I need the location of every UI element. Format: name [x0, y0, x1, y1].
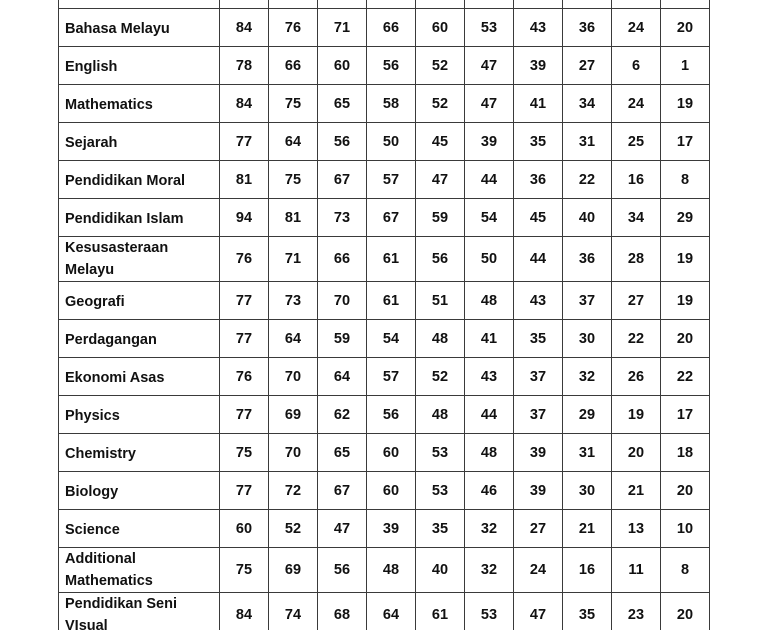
- grade-value-cell: 27: [612, 282, 661, 320]
- grade-value-cell: 60: [416, 9, 465, 47]
- header-cell: [416, 0, 465, 9]
- grade-value-cell: 67: [318, 161, 367, 199]
- header-cell: [269, 0, 318, 9]
- table-row: [59, 434, 710, 472]
- grade-value-cell: 43: [465, 358, 514, 396]
- grade-value-cell: 31: [563, 123, 612, 161]
- grade-value-cell: 60: [318, 47, 367, 85]
- grade-value-cell: 57: [367, 161, 416, 199]
- header-cell: [465, 0, 514, 9]
- grade-value-cell: 64: [318, 358, 367, 396]
- grade-value-cell: 25: [612, 123, 661, 161]
- grade-value-cell: 50: [367, 123, 416, 161]
- table-row: [59, 548, 710, 593]
- header-cell: [563, 0, 612, 9]
- grade-value-cell: 71: [269, 237, 318, 282]
- grade-value-cell: 81: [220, 161, 269, 199]
- grade-value-cell: 73: [318, 199, 367, 237]
- grade-value-cell: 73: [269, 282, 318, 320]
- grade-value-cell: 44: [514, 237, 563, 282]
- grade-value-cell: 66: [367, 9, 416, 47]
- grade-value-cell: 53: [465, 593, 514, 630]
- grade-value-cell: 13: [612, 510, 661, 548]
- subject-cell: Physics: [59, 396, 220, 434]
- grade-value-cell: 35: [514, 320, 563, 358]
- grade-value-cell: 47: [465, 85, 514, 123]
- table-row: [59, 123, 710, 161]
- grade-value-cell: 20: [612, 434, 661, 472]
- grade-value-cell: 39: [367, 510, 416, 548]
- table-row: [59, 9, 710, 47]
- grade-value-cell: 35: [416, 510, 465, 548]
- subject-cell: Biology: [59, 472, 220, 510]
- grade-value-cell: 78: [220, 47, 269, 85]
- grade-value-cell: 41: [514, 85, 563, 123]
- table-row: [59, 47, 710, 85]
- grade-value-cell: 30: [563, 472, 612, 510]
- grade-value-cell: 39: [514, 434, 563, 472]
- grade-value-cell: 32: [465, 510, 514, 548]
- table-row: [59, 593, 710, 630]
- table-row: [59, 282, 710, 320]
- grade-value-cell: 45: [514, 199, 563, 237]
- grade-value-cell: 52: [416, 47, 465, 85]
- grade-value-cell: 29: [563, 396, 612, 434]
- grade-value-cell: 20: [661, 9, 710, 47]
- subject-cell: Mathematics: [59, 85, 220, 123]
- grade-value-cell: 34: [612, 199, 661, 237]
- grade-value-cell: 22: [563, 161, 612, 199]
- subject-cell: Additional Mathematics: [59, 548, 220, 593]
- grade-value-cell: 39: [514, 47, 563, 85]
- grade-value-cell: 44: [465, 161, 514, 199]
- grade-value-cell: 65: [318, 434, 367, 472]
- grade-value-cell: 52: [416, 358, 465, 396]
- grade-value-cell: 39: [514, 472, 563, 510]
- table-row: [59, 510, 710, 548]
- grade-value-cell: 28: [612, 237, 661, 282]
- grade-value-cell: 64: [269, 320, 318, 358]
- grade-value-cell: 8: [661, 161, 710, 199]
- grade-value-cell: 75: [269, 85, 318, 123]
- grade-value-cell: 48: [416, 320, 465, 358]
- grade-value-cell: 24: [612, 9, 661, 47]
- grade-value-cell: 84: [220, 85, 269, 123]
- grade-value-cell: 48: [367, 548, 416, 593]
- grade-value-cell: 84: [220, 9, 269, 47]
- grade-value-cell: 1: [661, 47, 710, 85]
- grade-value-cell: 68: [318, 593, 367, 630]
- grade-value-cell: 41: [465, 320, 514, 358]
- grade-value-cell: 21: [563, 510, 612, 548]
- header-cell: [612, 0, 661, 9]
- grade-value-cell: 32: [465, 548, 514, 593]
- grade-value-cell: 48: [416, 396, 465, 434]
- subject-cell: Ekonomi Asas: [59, 358, 220, 396]
- subject-cell: English: [59, 47, 220, 85]
- grade-value-cell: 65: [318, 85, 367, 123]
- grade-value-cell: 71: [318, 9, 367, 47]
- grade-value-cell: 24: [612, 85, 661, 123]
- grade-value-cell: 70: [318, 282, 367, 320]
- grade-value-cell: 22: [661, 358, 710, 396]
- table-row: [59, 472, 710, 510]
- header-cell: [661, 0, 710, 9]
- grade-value-cell: 77: [220, 123, 269, 161]
- header-cell: [514, 0, 563, 9]
- table-row: [59, 161, 710, 199]
- grade-value-cell: 34: [563, 85, 612, 123]
- subject-cell: Sejarah: [59, 123, 220, 161]
- grade-value-cell: 58: [367, 85, 416, 123]
- grade-value-cell: 74: [269, 593, 318, 630]
- grade-value-cell: 77: [220, 472, 269, 510]
- grade-value-cell: 35: [563, 593, 612, 630]
- grade-value-cell: 72: [269, 472, 318, 510]
- table-body: [59, 0, 710, 630]
- grade-value-cell: 27: [563, 47, 612, 85]
- grade-value-cell: 26: [612, 358, 661, 396]
- grade-value-cell: 36: [563, 9, 612, 47]
- grade-value-cell: 69: [269, 548, 318, 593]
- header-cell: [220, 0, 269, 9]
- grade-value-cell: 76: [220, 237, 269, 282]
- grade-value-cell: 57: [367, 358, 416, 396]
- grade-value-cell: 40: [563, 199, 612, 237]
- grade-value-cell: 52: [416, 85, 465, 123]
- grade-value-cell: 64: [269, 123, 318, 161]
- grade-value-cell: 51: [416, 282, 465, 320]
- grade-value-cell: 20: [661, 593, 710, 630]
- header-cell: [318, 0, 367, 9]
- grade-value-cell: 66: [318, 237, 367, 282]
- grade-value-cell: 56: [318, 548, 367, 593]
- grade-value-cell: 60: [367, 472, 416, 510]
- grade-value-cell: 53: [416, 472, 465, 510]
- grade-value-cell: 70: [269, 358, 318, 396]
- grade-value-cell: 47: [318, 510, 367, 548]
- grade-value-cell: 36: [563, 237, 612, 282]
- table-row: [59, 237, 710, 282]
- grade-value-cell: 32: [563, 358, 612, 396]
- grade-value-cell: 6: [612, 47, 661, 85]
- grade-value-cell: 54: [367, 320, 416, 358]
- grade-value-cell: 8: [661, 548, 710, 593]
- grade-value-cell: 67: [318, 472, 367, 510]
- grade-value-cell: 67: [367, 199, 416, 237]
- grade-value-cell: 17: [661, 123, 710, 161]
- grade-value-cell: 56: [367, 396, 416, 434]
- grade-value-cell: 75: [269, 161, 318, 199]
- grade-value-cell: 35: [514, 123, 563, 161]
- table-row: [59, 320, 710, 358]
- grade-value-cell: 70: [269, 434, 318, 472]
- table-row: [59, 199, 710, 237]
- grade-value-cell: 10: [661, 510, 710, 548]
- grade-value-cell: 81: [269, 199, 318, 237]
- grade-value-cell: 54: [465, 199, 514, 237]
- grade-cutoff-table: [58, 0, 710, 630]
- grade-value-cell: 17: [661, 396, 710, 434]
- grade-value-cell: 47: [514, 593, 563, 630]
- grade-value-cell: 37: [563, 282, 612, 320]
- grade-value-cell: 19: [661, 85, 710, 123]
- grade-value-cell: 64: [367, 593, 416, 630]
- grade-value-cell: 61: [416, 593, 465, 630]
- grade-value-cell: 56: [318, 123, 367, 161]
- table-row: [59, 396, 710, 434]
- grade-value-cell: 52: [269, 510, 318, 548]
- grade-value-cell: 11: [612, 548, 661, 593]
- grade-value-cell: 77: [220, 396, 269, 434]
- table-row: [59, 85, 710, 123]
- grade-value-cell: 61: [367, 282, 416, 320]
- grade-value-cell: 50: [465, 237, 514, 282]
- grade-value-cell: 44: [465, 396, 514, 434]
- grade-value-cell: 59: [318, 320, 367, 358]
- grade-value-cell: 56: [416, 237, 465, 282]
- grade-value-cell: 31: [563, 434, 612, 472]
- grade-value-cell: 53: [416, 434, 465, 472]
- grade-value-cell: 16: [563, 548, 612, 593]
- grade-value-cell: 36: [514, 161, 563, 199]
- grade-value-cell: 60: [220, 510, 269, 548]
- grade-value-cell: 76: [269, 9, 318, 47]
- grade-value-cell: 40: [416, 548, 465, 593]
- grade-value-cell: 24: [514, 548, 563, 593]
- grade-value-cell: 20: [661, 320, 710, 358]
- grade-value-cell: 21: [612, 472, 661, 510]
- subject-cell: Science: [59, 510, 220, 548]
- grade-value-cell: 43: [514, 282, 563, 320]
- subject-cell: Perdagangan: [59, 320, 220, 358]
- grade-value-cell: 19: [661, 282, 710, 320]
- grade-value-cell: 23: [612, 593, 661, 630]
- grade-value-cell: 59: [416, 199, 465, 237]
- subject-cell: Chemistry: [59, 434, 220, 472]
- subject-cell: Pendidikan Seni VIsual: [59, 593, 220, 630]
- grade-value-cell: 43: [514, 9, 563, 47]
- grade-value-cell: 56: [367, 47, 416, 85]
- grade-value-cell: 47: [416, 161, 465, 199]
- table-row-partial-header: [59, 0, 710, 9]
- grade-value-cell: 46: [465, 472, 514, 510]
- subject-cell: Geografi: [59, 282, 220, 320]
- grade-value-cell: 47: [465, 47, 514, 85]
- grade-value-cell: 48: [465, 434, 514, 472]
- grade-value-cell: 39: [465, 123, 514, 161]
- subject-cell: Pendidikan Islam: [59, 199, 220, 237]
- grade-value-cell: 37: [514, 358, 563, 396]
- grade-value-cell: 16: [612, 161, 661, 199]
- grade-value-cell: 53: [465, 9, 514, 47]
- grade-value-cell: 69: [269, 396, 318, 434]
- grade-value-cell: 22: [612, 320, 661, 358]
- grade-value-cell: 60: [367, 434, 416, 472]
- grade-value-cell: 29: [661, 199, 710, 237]
- grade-value-cell: 75: [220, 434, 269, 472]
- grade-value-cell: 18: [661, 434, 710, 472]
- grade-value-cell: 48: [465, 282, 514, 320]
- grade-value-cell: 84: [220, 593, 269, 630]
- subject-cell: Kesusasteraan Melayu: [59, 237, 220, 282]
- grade-value-cell: 20: [661, 472, 710, 510]
- subject-cell: Pendidikan Moral: [59, 161, 220, 199]
- grade-value-cell: 76: [220, 358, 269, 396]
- grade-value-cell: 27: [514, 510, 563, 548]
- grade-value-cell: 30: [563, 320, 612, 358]
- grade-value-cell: 37: [514, 396, 563, 434]
- grade-value-cell: 62: [318, 396, 367, 434]
- grade-value-cell: 61: [367, 237, 416, 282]
- grade-value-cell: 19: [612, 396, 661, 434]
- grade-value-cell: 94: [220, 199, 269, 237]
- header-cell: [367, 0, 416, 9]
- grade-value-cell: 45: [416, 123, 465, 161]
- grade-value-cell: 19: [661, 237, 710, 282]
- subject-cell: Bahasa Melayu: [59, 9, 220, 47]
- table-row: [59, 358, 710, 396]
- header-cell: [59, 0, 220, 9]
- grade-value-cell: 75: [220, 548, 269, 593]
- grade-value-cell: 77: [220, 282, 269, 320]
- grade-value-cell: 66: [269, 47, 318, 85]
- grade-value-cell: 77: [220, 320, 269, 358]
